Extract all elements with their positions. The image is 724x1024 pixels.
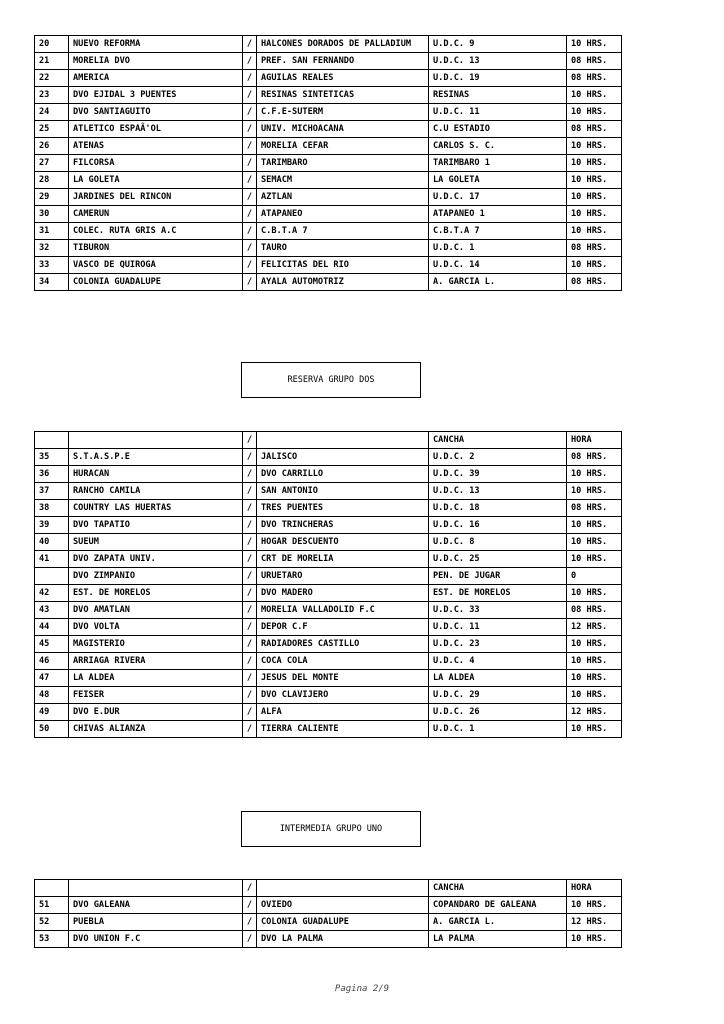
field-cell: U.D.C. 18	[429, 500, 567, 517]
table-row	[35, 721, 622, 738]
match-number-cell: 30	[35, 206, 69, 223]
away-team-cell: TRES PUENTES	[257, 500, 429, 517]
table-row	[35, 466, 622, 483]
time-cell: 10 HRS.	[567, 534, 622, 551]
away-team-cell: COCA COLA	[257, 653, 429, 670]
separator-cell: /	[243, 206, 257, 223]
time-cell: 10 HRS.	[567, 687, 622, 704]
time-cell: 08 HRS.	[567, 602, 622, 619]
separator-cell: /	[243, 517, 257, 534]
time-cell: 10 HRS.	[567, 223, 622, 240]
time-cell: 08 HRS.	[567, 53, 622, 70]
home-team-cell: COLEC. RUTA GRIS A.C	[69, 223, 243, 240]
match-number-cell: 39	[35, 517, 69, 534]
away-team-cell: AGUILAS REALES	[257, 70, 429, 87]
home-team-cell: PUEBLA	[69, 914, 243, 931]
separator-cell: /	[243, 931, 257, 948]
match-number-cell: 21	[35, 53, 69, 70]
home-team-cell: JARDINES DEL RINCON	[69, 189, 243, 206]
home-team-cell: DVO TAPATIO	[69, 517, 243, 534]
table-row	[35, 257, 622, 274]
away-team-cell: ATAPANEO	[257, 206, 429, 223]
table-row	[35, 274, 622, 291]
away-team-cell: RESINAS SINTETICAS	[257, 87, 429, 104]
time-cell: 10 HRS.	[567, 670, 622, 687]
away-team-cell: UNIV. MICHOACANA	[257, 121, 429, 138]
home-team-cell: CAMERUN	[69, 206, 243, 223]
away-team-cell: C.B.T.A 7	[257, 223, 429, 240]
field-cell: COPANDARO DE GALEANA	[429, 897, 567, 914]
header-field-cell: CANCHA	[429, 432, 567, 449]
separator-cell: /	[243, 653, 257, 670]
field-cell: A. GARCIA L.	[429, 274, 567, 291]
field-cell: U.D.C. 33	[429, 602, 567, 619]
away-team-cell: AYALA AUTOMOTRIZ	[257, 274, 429, 291]
table-row	[35, 172, 622, 189]
field-cell: U.D.C. 9	[429, 36, 567, 53]
match-number-cell: 46	[35, 653, 69, 670]
field-cell: RESINAS	[429, 87, 567, 104]
field-cell: U.D.C. 11	[429, 104, 567, 121]
home-team-cell: COUNTRY LAS HUERTAS	[69, 500, 243, 517]
away-team-cell: DVO TRINCHERAS	[257, 517, 429, 534]
table-row	[35, 206, 622, 223]
match-number-cell: 20	[35, 36, 69, 53]
table-row	[35, 619, 622, 636]
separator-cell: /	[243, 914, 257, 931]
away-team-cell: DVO CLAVIJERO	[257, 687, 429, 704]
table-row	[35, 155, 622, 172]
match-number-cell: 26	[35, 138, 69, 155]
field-cell: U.D.C. 11	[429, 619, 567, 636]
header-away-team-cell	[257, 432, 429, 449]
match-number-cell: 24	[35, 104, 69, 121]
match-number-cell: 27	[35, 155, 69, 172]
time-cell: 0	[567, 568, 622, 585]
time-cell: 08 HRS.	[567, 500, 622, 517]
time-cell: 10 HRS.	[567, 104, 622, 121]
match-number-cell: 52	[35, 914, 69, 931]
home-team-cell: LA GOLETA	[69, 172, 243, 189]
home-team-cell: COLONIA GUADALUPE	[69, 274, 243, 291]
match-number-cell: 23	[35, 87, 69, 104]
away-team-cell: ALFA	[257, 704, 429, 721]
time-cell: 08 HRS.	[567, 240, 622, 257]
home-team-cell: DVO AMATLAN	[69, 602, 243, 619]
time-cell: 10 HRS.	[567, 36, 622, 53]
home-team-cell: DVO ZAPATA UNIV.	[69, 551, 243, 568]
table-row	[35, 500, 622, 517]
away-team-cell: DVO LA PALMA	[257, 931, 429, 948]
field-cell: U.D.C. 16	[429, 517, 567, 534]
separator-cell: /	[243, 534, 257, 551]
separator-cell: /	[243, 189, 257, 206]
match-number-cell: 25	[35, 121, 69, 138]
separator-cell: /	[243, 500, 257, 517]
home-team-cell: DVO UNION F.C	[69, 931, 243, 948]
match-number-cell	[35, 568, 69, 585]
time-cell: 10 HRS.	[567, 206, 622, 223]
home-team-cell: MAGISTERIO	[69, 636, 243, 653]
fixtures-table-reserva-grupo-dos	[34, 431, 622, 738]
time-cell: 08 HRS.	[567, 449, 622, 466]
away-team-cell: C.F.E-SUTERM	[257, 104, 429, 121]
match-number-cell: 44	[35, 619, 69, 636]
away-team-cell: TAURO	[257, 240, 429, 257]
match-number-cell: 50	[35, 721, 69, 738]
match-number-cell: 29	[35, 189, 69, 206]
field-cell: U.D.C. 19	[429, 70, 567, 87]
match-number-cell: 31	[35, 223, 69, 240]
time-cell: 10 HRS.	[567, 87, 622, 104]
time-cell: 12 HRS.	[567, 619, 622, 636]
home-team-cell: ARRIAGA RIVERA	[69, 653, 243, 670]
separator-cell: /	[243, 568, 257, 585]
time-cell: 10 HRS.	[567, 931, 622, 948]
time-cell: 10 HRS.	[567, 189, 622, 206]
table-row	[35, 189, 622, 206]
home-team-cell: TIBURON	[69, 240, 243, 257]
field-cell: U.D.C. 2	[429, 449, 567, 466]
separator-cell: /	[243, 274, 257, 291]
away-team-cell: HOGAR DESCUENTO	[257, 534, 429, 551]
home-team-cell: DVO SANTIAGUITO	[69, 104, 243, 121]
match-number-cell: 49	[35, 704, 69, 721]
table-row	[35, 585, 622, 602]
separator-cell: /	[243, 138, 257, 155]
away-team-cell: AZTLAN	[257, 189, 429, 206]
table-row	[35, 240, 622, 257]
time-cell: 10 HRS.	[567, 483, 622, 500]
time-cell: 12 HRS.	[567, 914, 622, 931]
time-cell: 10 HRS.	[567, 517, 622, 534]
table-row	[35, 121, 622, 138]
fixtures-table-main	[34, 35, 622, 291]
time-cell: 10 HRS.	[567, 897, 622, 914]
home-team-cell: ATLETICO ESPAÃ'OL	[69, 121, 243, 138]
away-team-cell: TIERRA CALIENTE	[257, 721, 429, 738]
field-cell: U.D.C. 8	[429, 534, 567, 551]
field-cell: A. GARCIA L.	[429, 914, 567, 931]
match-number-cell: 45	[35, 636, 69, 653]
header-field-cell: CANCHA	[429, 880, 567, 897]
time-cell: 10 HRS.	[567, 721, 622, 738]
separator-cell: /	[243, 897, 257, 914]
section-title-intermedia-grupo-uno: INTERMEDIA GRUPO UNO	[241, 811, 421, 847]
home-team-cell: FEISER	[69, 687, 243, 704]
header-match-number-cell	[35, 432, 69, 449]
away-team-cell: CRT DE MORELIA	[257, 551, 429, 568]
time-cell: 10 HRS.	[567, 466, 622, 483]
time-cell: 10 HRS.	[567, 585, 622, 602]
field-cell: LA GOLETA	[429, 172, 567, 189]
table-row	[35, 687, 622, 704]
table-row	[35, 104, 622, 121]
away-team-cell: COLONIA GUADALUPE	[257, 914, 429, 931]
table-header-row	[35, 880, 622, 897]
away-team-cell: SEMACM	[257, 172, 429, 189]
home-team-cell: DVO ZIMPANIO	[69, 568, 243, 585]
time-cell: 12 HRS.	[567, 704, 622, 721]
table-row	[35, 931, 622, 948]
table-header-row	[35, 432, 622, 449]
separator-cell: /	[243, 172, 257, 189]
separator-cell: /	[243, 53, 257, 70]
field-cell: LA PALMA	[429, 931, 567, 948]
table-row	[35, 914, 622, 931]
separator-cell: /	[243, 670, 257, 687]
home-team-cell: CHIVAS ALIANZA	[69, 721, 243, 738]
time-cell: 08 HRS.	[567, 70, 622, 87]
time-cell: 08 HRS.	[567, 274, 622, 291]
separator-cell: /	[243, 585, 257, 602]
home-team-cell: RANCHO CAMILA	[69, 483, 243, 500]
separator-cell: /	[243, 602, 257, 619]
table-row	[35, 534, 622, 551]
home-team-cell: DVO VOLTA	[69, 619, 243, 636]
away-team-cell: DEPOR C.F	[257, 619, 429, 636]
separator-cell: /	[243, 155, 257, 172]
match-number-cell: 43	[35, 602, 69, 619]
home-team-cell: VASCO DE QUIROGA	[69, 257, 243, 274]
away-team-cell: MORELIA VALLADOLID F.C	[257, 602, 429, 619]
time-cell: 10 HRS.	[567, 155, 622, 172]
fixtures-table-intermedia-grupo-uno	[34, 879, 622, 948]
table-row	[35, 568, 622, 585]
field-cell: U.D.C. 26	[429, 704, 567, 721]
field-cell: U.D.C. 39	[429, 466, 567, 483]
time-cell: 08 HRS.	[567, 121, 622, 138]
home-team-cell: HURACAN	[69, 466, 243, 483]
match-number-cell: 32	[35, 240, 69, 257]
header-separator-cell: /	[243, 432, 257, 449]
home-team-cell: LA ALDEA	[69, 670, 243, 687]
separator-cell: /	[243, 121, 257, 138]
table-row	[35, 36, 622, 53]
away-team-cell: MORELIA CEFAR	[257, 138, 429, 155]
field-cell: U.D.C. 25	[429, 551, 567, 568]
table-row	[35, 223, 622, 240]
home-team-cell: DVO GALEANA	[69, 897, 243, 914]
separator-cell: /	[243, 223, 257, 240]
table-row	[35, 53, 622, 70]
field-cell: U.D.C. 1	[429, 721, 567, 738]
separator-cell: /	[243, 551, 257, 568]
table-row	[35, 897, 622, 914]
match-number-cell: 48	[35, 687, 69, 704]
away-team-cell: DVO MADERO	[257, 585, 429, 602]
separator-cell: /	[243, 87, 257, 104]
time-cell: 10 HRS.	[567, 653, 622, 670]
separator-cell: /	[243, 257, 257, 274]
home-team-cell: SUEUM	[69, 534, 243, 551]
field-cell: ATAPANEO 1	[429, 206, 567, 223]
header-home-team-cell	[69, 432, 243, 449]
home-team-cell: DVO E.DUR	[69, 704, 243, 721]
field-cell: U.D.C. 14	[429, 257, 567, 274]
separator-cell: /	[243, 687, 257, 704]
match-number-cell: 53	[35, 931, 69, 948]
home-team-cell: MORELIA DVO	[69, 53, 243, 70]
separator-cell: /	[243, 721, 257, 738]
home-team-cell: FILCORSA	[69, 155, 243, 172]
home-team-cell: ATENAS	[69, 138, 243, 155]
separator-cell: /	[243, 619, 257, 636]
away-team-cell: URUETARO	[257, 568, 429, 585]
field-cell: LA ALDEA	[429, 670, 567, 687]
away-team-cell: DVO CARRILLO	[257, 466, 429, 483]
separator-cell: /	[243, 483, 257, 500]
field-cell: C.B.T.A 7	[429, 223, 567, 240]
separator-cell: /	[243, 704, 257, 721]
field-cell: U.D.C. 23	[429, 636, 567, 653]
field-cell: U.D.C. 17	[429, 189, 567, 206]
match-number-cell: 36	[35, 466, 69, 483]
table-row	[35, 551, 622, 568]
field-cell: PEN. DE JUGAR	[429, 568, 567, 585]
field-cell: EST. DE MORELOS	[429, 585, 567, 602]
header-time-cell: HORA	[567, 432, 622, 449]
match-number-cell: 42	[35, 585, 69, 602]
table-row	[35, 602, 622, 619]
separator-cell: /	[243, 104, 257, 121]
header-time-cell: HORA	[567, 880, 622, 897]
header-away-team-cell	[257, 880, 429, 897]
table-row	[35, 704, 622, 721]
field-cell: TARIMBARO 1	[429, 155, 567, 172]
away-team-cell: OVIEDO	[257, 897, 429, 914]
away-team-cell: PREF. SAN FERNANDO	[257, 53, 429, 70]
match-number-cell: 37	[35, 483, 69, 500]
match-number-cell: 40	[35, 534, 69, 551]
match-number-cell: 28	[35, 172, 69, 189]
field-cell: U.D.C. 4	[429, 653, 567, 670]
field-cell: CARLOS S. C.	[429, 138, 567, 155]
field-cell: C.U ESTADIO	[429, 121, 567, 138]
field-cell: U.D.C. 1	[429, 240, 567, 257]
away-team-cell: HALCONES DORADOS DE PALLADIUM	[257, 36, 429, 53]
field-cell: U.D.C. 13	[429, 53, 567, 70]
time-cell: 10 HRS.	[567, 172, 622, 189]
table-row	[35, 87, 622, 104]
table-row	[35, 653, 622, 670]
header-separator-cell: /	[243, 880, 257, 897]
time-cell: 10 HRS.	[567, 138, 622, 155]
header-match-number-cell	[35, 880, 69, 897]
table-row	[35, 670, 622, 687]
time-cell: 10 HRS.	[567, 257, 622, 274]
home-team-cell: NUEVO REFORMA	[69, 36, 243, 53]
header-home-team-cell	[69, 880, 243, 897]
table-row	[35, 449, 622, 466]
match-number-cell: 51	[35, 897, 69, 914]
match-number-cell: 41	[35, 551, 69, 568]
separator-cell: /	[243, 449, 257, 466]
away-team-cell: TARIMBARO	[257, 155, 429, 172]
separator-cell: /	[243, 466, 257, 483]
match-number-cell: 35	[35, 449, 69, 466]
separator-cell: /	[243, 240, 257, 257]
away-team-cell: JALISCO	[257, 449, 429, 466]
section-title-reserva-grupo-dos: RESERVA GRUPO DOS	[241, 362, 421, 398]
table-row	[35, 70, 622, 87]
table-row	[35, 517, 622, 534]
table-row	[35, 138, 622, 155]
home-team-cell: EST. DE MORELOS	[69, 585, 243, 602]
away-team-cell: JESUS DEL MONTE	[257, 670, 429, 687]
away-team-cell: RADIADORES CASTILLO	[257, 636, 429, 653]
match-number-cell: 33	[35, 257, 69, 274]
separator-cell: /	[243, 36, 257, 53]
time-cell: 10 HRS.	[567, 636, 622, 653]
field-cell: U.D.C. 29	[429, 687, 567, 704]
away-team-cell: FELICITAS DEL RIO	[257, 257, 429, 274]
home-team-cell: AMERICA	[69, 70, 243, 87]
match-number-cell: 22	[35, 70, 69, 87]
match-number-cell: 34	[35, 274, 69, 291]
field-cell: U.D.C. 13	[429, 483, 567, 500]
table-row	[35, 636, 622, 653]
away-team-cell: SAN ANTONIO	[257, 483, 429, 500]
home-team-cell: S.T.A.S.P.E	[69, 449, 243, 466]
home-team-cell: DVO EJIDAL 3 PUENTES	[69, 87, 243, 104]
match-number-cell: 38	[35, 500, 69, 517]
table-row	[35, 483, 622, 500]
time-cell: 10 HRS.	[567, 551, 622, 568]
separator-cell: /	[243, 70, 257, 87]
match-number-cell: 47	[35, 670, 69, 687]
page-number-footer: Pagina 2/9	[334, 984, 390, 994]
separator-cell: /	[243, 636, 257, 653]
